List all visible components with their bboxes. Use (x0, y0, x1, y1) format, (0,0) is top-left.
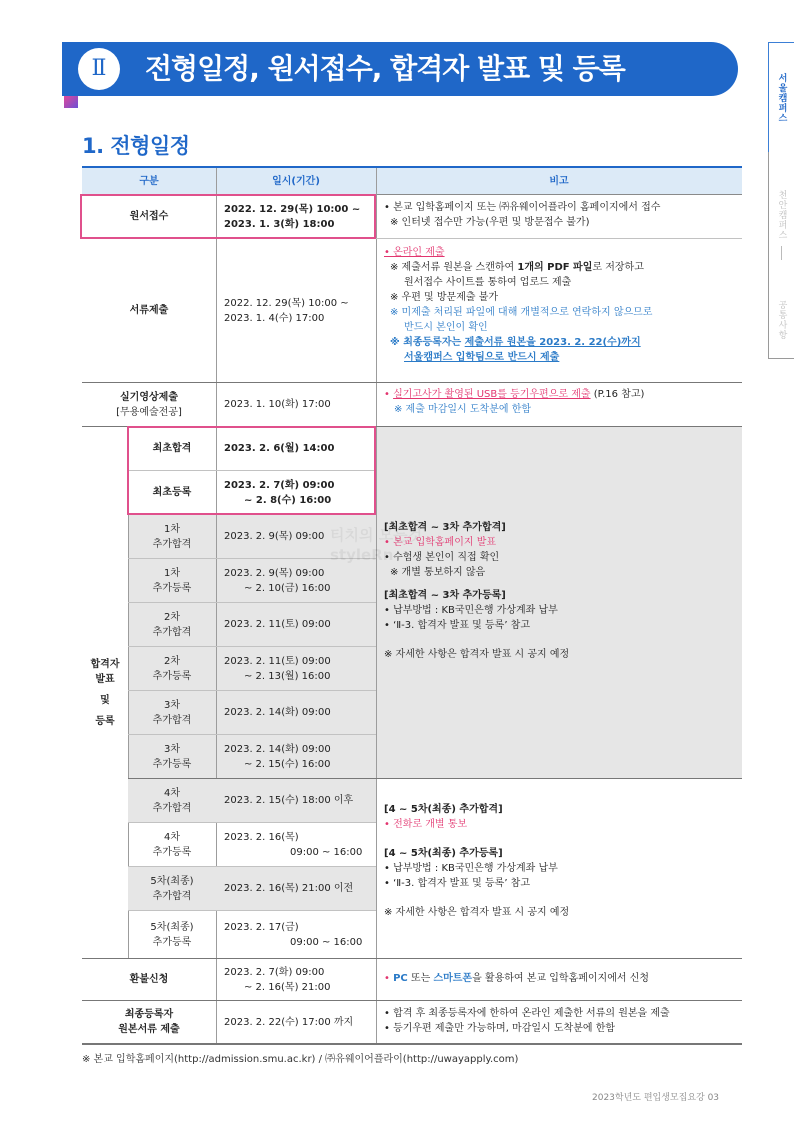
sub-label-1st-add-pass: 1차 추가합격 (152, 523, 192, 550)
sub-date-5th-add-register: 2023. 2. 17(금) 09:00 ~ 16:00 (224, 921, 363, 948)
sub-date-2nd-add-pass: 2023. 2. 11(토) 09:00 (224, 619, 331, 630)
sub-date-2nd-add-register: 2023. 2. 11(토) 09:00 ~ 2. 13(월) 16:00 (224, 655, 331, 682)
sub-label-3rd-add-pass: 3차 추가합격 (152, 699, 192, 726)
sub-label-first-register: 최초등록 (152, 487, 192, 498)
sub-date-3rd-add-register: 2023. 2. 14(화) 09:00 ~ 2. 15(수) 16:00 (224, 743, 331, 770)
row-note-documents: • 온라인 제출 ※ 제출서류 원본을 스캔하여 1개의 PDF 파일로 저장하고 원서접수 사이트를 통하여 업로드 제출 ※ 우편 및 방문제출 불가 ※ 미제출 처리된 파일에 대해 개별적으로 연락하지 않으므로 반드시 본인이 확인 ※ 최종등록자는 제출서류 원본을 2023. 2. 22(수)까지 서울캠퍼스 입학팀으로 반드시 제출 (384, 247, 653, 363)
row-label-refund: 환불신청 (129, 974, 169, 985)
sub-label-1st-add-register: 1차 추가등록 (152, 567, 192, 594)
chapter-title: 전형일정, 원서접수, 합격자 발표 및 등록 (145, 52, 625, 85)
row-date-refund: 2023. 2. 7(화) 09:00 ~ 2. 16(목) 21:00 (224, 966, 331, 993)
side-tab-seoul[interactable]: 서울캠퍼스 (768, 42, 794, 154)
sub-label-2nd-add-pass: 2차 추가합격 (152, 611, 192, 638)
row-note-application: • 본교 입학홈페이지 또는 ㈜유웨이어플라이 홈페이지에서 접수 ※ 인터넷 접수만 가능(우편 및 방문접수 불가) (384, 202, 661, 228)
page-footer: 2023학년도 편입생모집요강 03 (592, 1093, 720, 1103)
sub-date-3rd-add-pass: 2023. 2. 14(화) 09:00 (224, 707, 331, 718)
row-label-final-docs: 최종등록자 원본서류 제출 (118, 1009, 180, 1035)
sub-date-1st-add-register: 2023. 2. 9(목) 09:00 ~ 2. 10(금) 16:00 (224, 567, 331, 594)
row-date-final-docs: 2023. 2. 22(수) 17:00 까지 (224, 1016, 354, 1028)
row-label-application: 원서접수 (129, 211, 169, 222)
row-date-video: 2023. 1. 10(화) 17:00 (224, 399, 331, 410)
sub-date-first-register: 2023. 2. 7(화) 09:00 ~ 2. 8(수) 16:00 (224, 479, 335, 506)
header-decoration (64, 96, 78, 108)
sub-date-1st-add-pass: 2023. 2. 9(목) 09:00 (224, 531, 325, 542)
highlight-box-application (80, 194, 376, 239)
footnote: ※ 본교 입학홈페이지(http://admission.smu.ac.kr) / ㈜유웨이어플라이(http://uwayapply.com) (82, 1054, 519, 1065)
col-header-remarks: 비고 (376, 168, 742, 194)
row-date-documents: 2022. 12. 29(목) 10:00 ~ 2023. 1. 4(수) 17:00 (224, 297, 349, 324)
row-note-final-docs: • 합격 후 최종등록자에 한하여 온라인 제출한 서류의 원본을 제출 • 등기우편 제출만 가능하며, 마감일시 도착분에 한함 (384, 1008, 670, 1034)
remark-4th-to-5th: [4 ~ 5차(최종) 추가합격] • 전화로 개별 통보 [4 ~ 5차(최종) 추가등록] • 납부방법 : KB국민은행 가상계좌 납부 • ‘Ⅱ-3. 합격자 발표 및 등록’ 참고 ※ 자세한 사항은 합격자 발표 시 공지 예정 (384, 804, 570, 918)
sub-date-4th-add-register: 2023. 2. 16(목) 09:00 ~ 16:00 (224, 831, 363, 858)
sub-label-first-pass: 최초합격 (152, 443, 192, 454)
sub-label-3rd-add-register: 3차 추가등록 (152, 743, 192, 770)
col-header-category: 구분 (82, 168, 216, 194)
watermark: 티치의 모든것 styleRn (330, 526, 423, 564)
row-label-video: 실기영상제출 [무용예술전공] (116, 391, 182, 418)
sub-date-first-pass: 2023. 2. 6(월) 14:00 (224, 443, 335, 454)
col-header-datetime: 일시(기간) (216, 168, 376, 194)
side-tab-common: 공통사항 (776, 300, 787, 340)
sub-label-5th-add-register: 5차(최종) 추가등록 (150, 921, 194, 948)
sub-label-5th-add-pass: 5차(최종) 추가합격 (150, 875, 194, 902)
side-tab-divider (781, 246, 782, 260)
row-date-application: 2022. 12. 29(목) 10:00 ~ 2023. 1. 3(화) 18:00 (224, 203, 361, 230)
row-note-refund: • PC 또는 스마트폰을 활용하여 본교 입학홈페이지에서 신청 (384, 973, 650, 984)
remark-first-to-3rd: [최초합격 ~ 3차 추가합격] • 본교 입학홈페이지 발표 • 수험생 본인이 직접 확인 ※ 개별 통보하지 않음 [최초합격 ~ 3차 추가등록] • 납부방법 : KB국민은행 가상계좌 납부 • ‘Ⅱ-3. 합격자 발표 및 등록’ 참고 ※ 자세한 사항은 합격자 발표 시 공지 예정 (384, 522, 570, 660)
section-title: 1. 전형일정 (82, 134, 190, 158)
sub-label-4th-add-pass: 4차 추가합격 (152, 787, 192, 814)
sub-label-4th-add-register: 4차 추가등록 (152, 831, 192, 858)
side-tab-cheonan: 천안캠퍼스 (776, 190, 787, 240)
row-note-video: • 실기고사가 촬영된 USB를 등기우편으로 제출 (P.16 참고) ※ 제출 마감일시 도착분에 한함 (384, 389, 645, 415)
row-label-documents: 서류제출 (129, 305, 169, 316)
sub-label-2nd-add-register: 2차 추가등록 (152, 655, 192, 682)
sub-date-4th-add-pass: 2023. 2. 15(수) 18:00 이후 (224, 795, 354, 806)
row-label-announcement: 합격자 발표 및 등록 (90, 658, 120, 727)
highlight-box-first (127, 426, 376, 515)
sub-date-5th-add-pass: 2023. 2. 16(목) 21:00 이전 (224, 883, 354, 894)
chapter-number-badge: Ⅱ (78, 48, 120, 90)
